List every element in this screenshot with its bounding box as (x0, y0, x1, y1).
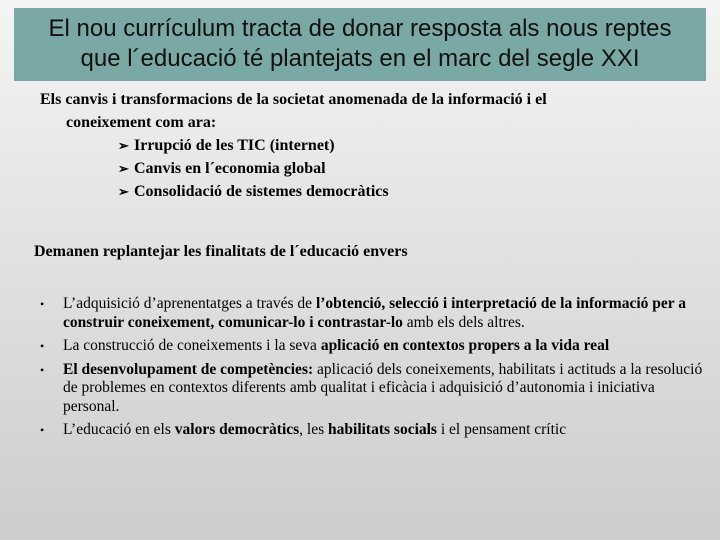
bold-run: l’obtenció, selecció i interpretació de la informació per a construir coneixement, comunicar-lo i contrastar-lo (63, 295, 686, 331)
text-run: i el pensament crític (436, 421, 567, 438)
arrow-bullet-icon: ➢ (118, 184, 129, 199)
arrow-item-text: Canvis en l´economia global (134, 160, 326, 177)
bullet-list (40, 295, 710, 445)
arrow-item (118, 157, 700, 180)
bullet-item (40, 361, 710, 417)
bullet-dot-icon: • (40, 423, 45, 437)
text-run: L’educació en els (63, 421, 175, 438)
bold-run: aplicació en contextos propers a la vida real (320, 337, 610, 354)
bullet-dot-icon: • (40, 297, 45, 311)
intro-line-2: coneixement com ara: (66, 114, 217, 131)
bullet-item (40, 421, 710, 440)
intro-block (40, 88, 700, 203)
bullet-item (40, 295, 710, 332)
bold-run: valors democràtics (174, 421, 300, 438)
title-line-2: que l´educació té plantejats en el marc del segle XXI (80, 45, 640, 72)
arrow-bullet-icon: ➢ (118, 138, 129, 153)
text-run: amb els dels altres. (402, 313, 525, 331)
bold-run: habilitats socials (328, 421, 437, 438)
bullet-dot-icon: • (40, 339, 45, 353)
slide-title (14, 14, 706, 74)
title-line-1: El nou currículum tracta de donar resposta als nous reptes (48, 15, 672, 42)
arrow-item (118, 134, 700, 157)
arrow-item-text: Consolidació de sistemes democràtics (134, 183, 389, 200)
demanen-heading: Demanen replantejar les finalitats de l´educació envers (34, 243, 408, 260)
intro-line-1: Els canvis i transformacions de la societat anomenada de la informació i el (40, 91, 547, 108)
arrow-list (40, 134, 700, 203)
arrow-bullet-icon: ➢ (118, 161, 129, 176)
text-run: L’adquisició d’aprenentatges a través de (63, 295, 316, 312)
text-run: , les (299, 421, 329, 438)
text-run: aplicació dels coneixements, habilitats i actituds a la resolució de problemes en contextos diferents amb qualitat i eficàcia i adquisició d’autonomia i iniciativa personal. (63, 360, 703, 415)
bullet-item (40, 337, 710, 356)
bold-run: El desenvolupament de competències: (63, 360, 314, 378)
bullet-dot-icon: • (40, 362, 45, 377)
arrow-item-text: Irrupció de les TIC (internet) (134, 137, 335, 154)
text-run: La construcció de coneixements i la seva (63, 337, 321, 354)
arrow-item (118, 180, 700, 203)
